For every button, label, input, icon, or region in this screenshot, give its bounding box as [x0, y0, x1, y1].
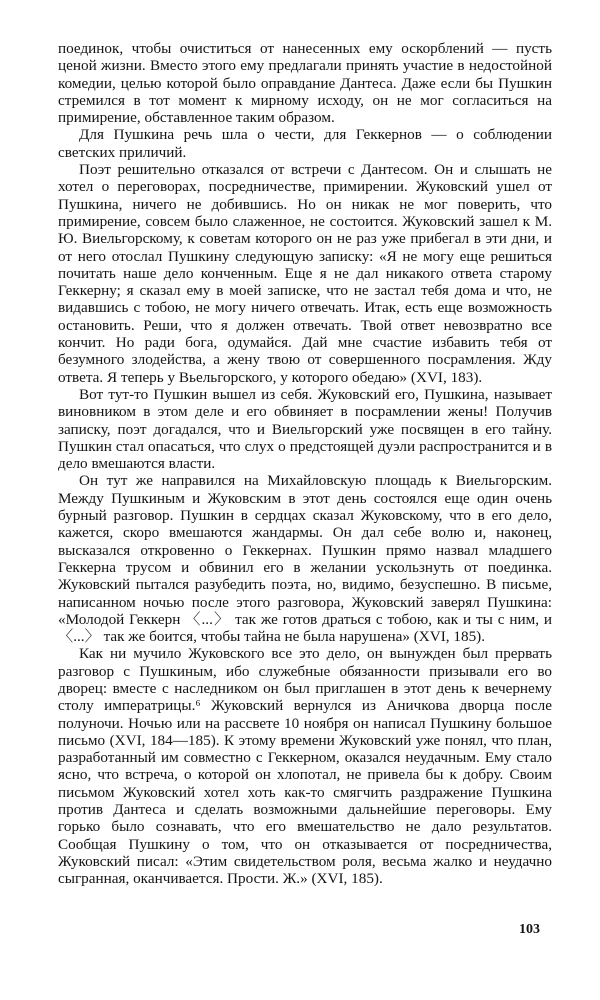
page-number: 103	[519, 922, 540, 937]
paragraph-4: Вот тут-то Пушкин вышел из себя. Жуковский его, Пушкина, называет виновником в этом деле и его обвиняет в посрамлении жены! Получив записку, поэт догадался, что и Виельгорский уже посвящен в его тайну. Пушкин стал опасаться, что слух о предстоящей дуэли распространится и в дело вмешаются власти.	[58, 385, 552, 473]
page-text	[58, 40, 552, 888]
paragraph-3: Поэт решительно отказался от встречи с Дантесом. Он и слышать не хотел о переговорах, посредничестве, примирении. Жуковский ушел от Пушкина, ничего не добившись. Но он никак не мог поверить, что примирение, совсем было слаженное, не состоится. Жуковский зашел к М. Ю. Виельгорскому, к советам которого он не раз уже прибегал в эти дни, и от него отослал Пушкину следующую записку: «Я не могу еще решиться почитать наше дело конченным. Еще я не дал никакого ответа старому Геккерну; я сказал ему в моей записке, что не застал тебя дома и что, не видавшись с тобою, не могу ничего отвечать. Итак, есть еще возможность остановить. Реши, что я должен отвечать. Твой ответ невозвратно все кончит. Но ради бога, одумайся. Дай мне счастие избавить тебя от безумного злодейства, а жену твою от совершенного посрамления. Жду ответа. Я теперь у Вьельгорского, у которого обедаю» (XVI, 183).	[58, 161, 552, 386]
paragraph-1: поединок, чтобы очиститься от нанесенных ему оскорблений — пусть ценой жизни. Вместо этого ему предлагали принять участие в недостойной комедии, целью которой было оправдание Дантеса. Даже если бы Пушкин стремился в тот момент к мирному исходу, он не мог согласиться на примирение, обставленное таким образом.	[58, 40, 552, 127]
paragraph-2: Для Пушкина речь шла о чести, для Геккернов — о соблюдении светских приличий.	[58, 126, 552, 161]
paragraph-5: Он тут же направился на Михайловскую площадь к Виельгорским. Между Пушкиным и Жуковским в этот день состоялся еще один очень бурный разговор. Пушкин в сердцах сказал Жуковскому, что в его дело, кажется, скоро вмешаются жандармы. Он дал себе волю и, наконец, высказался откровенно о Геккернах. Пушкин прямо назвал младшего Геккерна трусом и обвинил его в желании ускользнуть от поединка. Жуковский пытался разубедить поэта, но, видимо, безуспешно. В письме, написанном ночью после этого разговора, Жуковский заверял Пушкина: «Молодой Геккерн 〈...〉 так же готов драться с тобою, как и ты с ним, и〈...〉 так же боится, чтобы тайна не была нарушена» (XVI, 185).	[58, 472, 552, 646]
paragraph-6: Как ни мучило Жуковского все это дело, он вынужден был прервать разговор с Пушкиным, ибо служебные обязанности призывали его во дворец: вместе с наследником он был приглашен в этот день к вечернему столу императрицы.⁶ Жуковский вернулся из Аничкова дворца после полуночи. Ночью или на рассвете 10 ноября он написал Пушкину большое письмо (XVI, 184—185). К этому времени Жуковский уже понял, что план, разработанный им совместно с Геккерном, оказался неудачным. Ему стало ясно, что встреча, о которой он хлопотал, не привела бы к добру. Своим письмом Жуковский хотел хоть как-то смягчить раздражение Пушкина против Дантеса и сделать возможными дальнейшие переговоры. Ему горько было сознавать, что его вмешательство не дало результатов. Сообщая Пушкину о том, что он отказывается от посредничества, Жуковский писал: «Этим свидетельством роля, весьма жалко и неудачно сыгранная, оканчивается. Прости. Ж.» (XVI, 185).	[58, 645, 552, 888]
